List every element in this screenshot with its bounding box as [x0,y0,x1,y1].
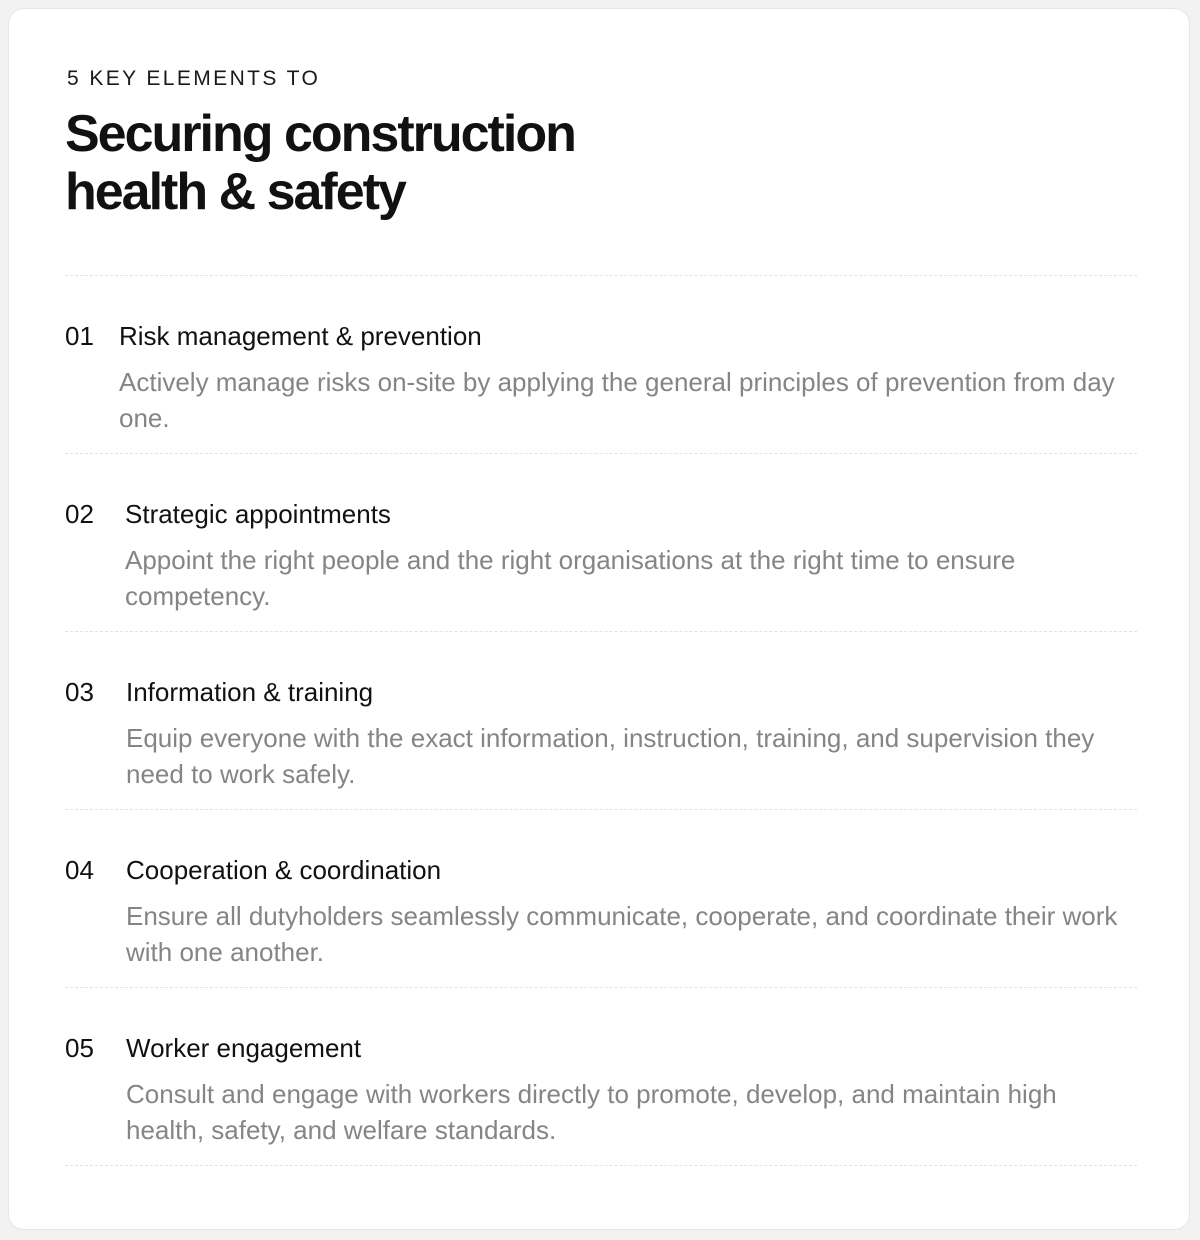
elements-list [65,275,1137,1166]
list-item-01 [65,276,1137,454]
list-item-03 [65,632,1137,810]
item-number: 02 [65,499,94,529]
item-number: 01 [65,321,94,351]
item-description: Ensure all dutyholders seamlessly communicate, cooperate, and coordinate their work with one another. [126,901,1118,967]
list-item-05 [65,988,1137,1166]
item-number: 03 [65,677,94,707]
item-description: Consult and engage with workers directly to promote, develop, and maintain high health, safety, and welfare standards. [126,1079,1057,1145]
item-description: Equip everyone with the exact information, instruction, training, and supervision they need to work safely. [126,723,1095,789]
item-body [125,499,1137,614]
key-elements-card [8,8,1190,1230]
item-body [126,1033,1137,1148]
list-item-04 [65,810,1137,988]
item-body [126,855,1137,970]
item-number: 05 [65,1033,94,1063]
item-title: Cooperation & coordination [126,855,442,885]
title-line-2: health & safety [65,163,405,221]
list-item-02 [65,454,1137,632]
item-title: Strategic appointments [125,499,391,529]
item-title: Worker engagement [126,1033,362,1063]
page-title [65,105,765,221]
item-number: 04 [65,855,94,885]
item-body [119,321,1137,436]
item-description: Actively manage risks on-site by applying the general principles of prevention from day one. [119,367,1115,433]
item-body [126,677,1137,792]
item-description: Appoint the right people and the right organisations at the right time to ensure competency. [125,545,1016,611]
item-title: Risk management & prevention [119,321,482,351]
title-line-1: Securing construction [65,105,575,163]
eyebrow-label: 5 KEY ELEMENTS TO [67,67,321,90]
item-title: Information & training [126,677,374,707]
